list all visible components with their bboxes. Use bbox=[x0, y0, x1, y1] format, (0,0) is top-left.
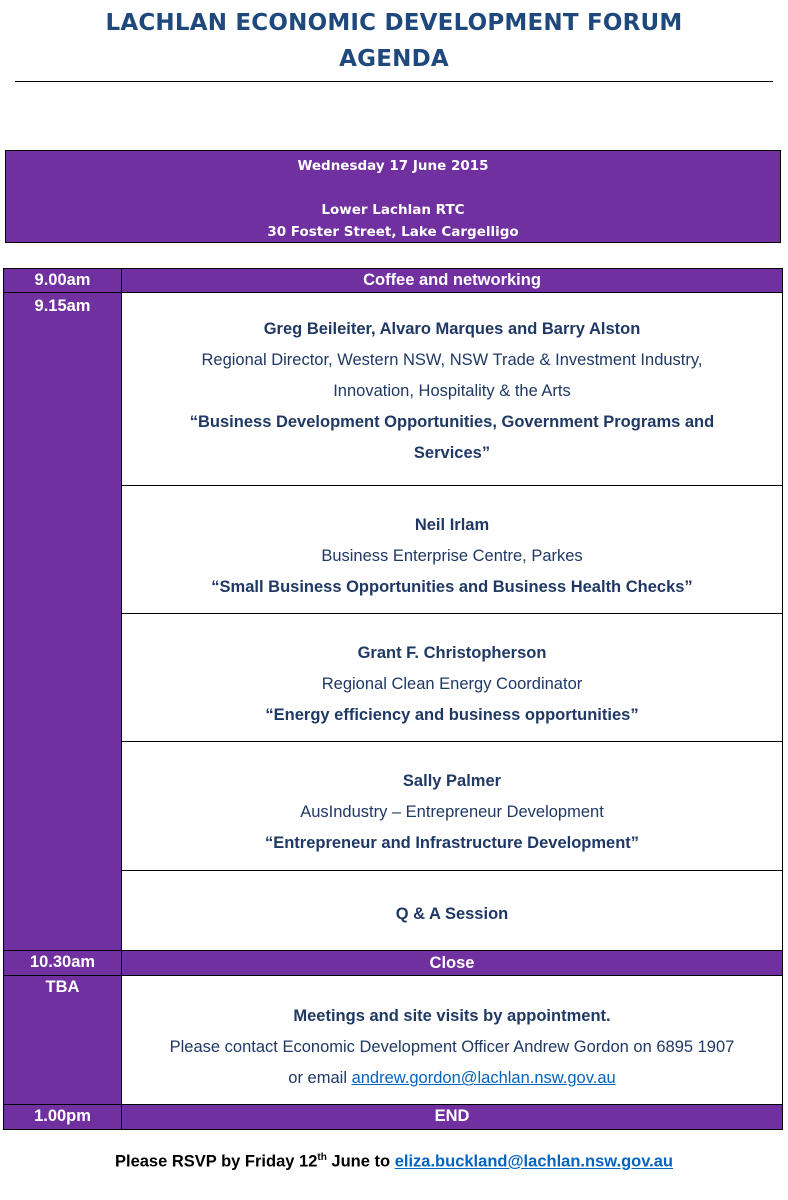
meetings-email-line bbox=[122, 1063, 782, 1094]
qa-label: Q & A Session bbox=[395, 905, 509, 923]
talk-2-role: Business Enterprise Centre, Parkes bbox=[321, 547, 583, 565]
event-date: Wednesday 17 June 2015 bbox=[297, 158, 489, 174]
page-title: LACHLAN ECONOMIC DEVELOPMENT FORUM bbox=[105, 10, 683, 36]
email-prefix: or email bbox=[288, 1069, 352, 1087]
venue-name: Lower Lachlan RTC bbox=[321, 202, 465, 218]
talk-2-speaker: Neil Irlam bbox=[414, 516, 490, 534]
talk-1-role-line1: Regional Director, Western NSW, NSW Trade & Investment Industry, bbox=[201, 351, 703, 369]
talk-1-role-line2: Innovation, Hospitality & the Arts bbox=[333, 382, 571, 400]
agenda-row-close bbox=[4, 951, 782, 976]
talk-4 bbox=[122, 742, 782, 871]
talk-1-topic-line2: Services” bbox=[413, 444, 491, 462]
talk-4-topic: “Entrepreneur and Infrastructure Development” bbox=[264, 834, 640, 852]
talk-1-topic-line1: “Business Development Opportunities, Government Programs and bbox=[189, 413, 715, 431]
talks-time-cell: 9.15am bbox=[4, 293, 122, 950]
talks-block bbox=[4, 293, 782, 951]
rsvp-middle: June to bbox=[326, 1152, 395, 1171]
talk-1-speakers: Greg Beileiter, Alvaro Marques and Barry Alston bbox=[263, 320, 641, 338]
talk-1 bbox=[122, 293, 782, 486]
meetings-heading: Meetings and site visits by appointment. bbox=[293, 1007, 611, 1025]
title-divider bbox=[15, 81, 773, 82]
talk-4-speaker: Sally Palmer bbox=[402, 772, 502, 790]
talk-4-role: AusIndustry – Entrepreneur Development bbox=[300, 803, 604, 821]
page-subtitle: AGENDA bbox=[339, 46, 449, 72]
contact-email-link[interactable]: andrew.gordon@lachlan.nsw.gov.au bbox=[351, 1069, 616, 1087]
rsvp-superscript: th bbox=[317, 1152, 327, 1163]
time-cell: 9.00am bbox=[4, 269, 122, 292]
end-item: END bbox=[122, 1105, 782, 1129]
talk-3-role: Regional Clean Energy Coordinator bbox=[321, 675, 583, 693]
venue-address: 30 Foster Street, Lake Cargelligo bbox=[267, 224, 519, 240]
talk-3-speaker: Grant F. Christopherson bbox=[357, 644, 547, 662]
venue-box bbox=[5, 150, 781, 243]
meetings-contact: Please contact Economic Development Officer Andrew Gordon on 6895 1907 bbox=[169, 1038, 735, 1056]
agenda-row-meetings bbox=[4, 976, 782, 1105]
rsvp-line bbox=[0, 1152, 788, 1172]
time-cell: 10.30am bbox=[4, 951, 122, 975]
talk-3 bbox=[122, 614, 782, 742]
agenda-row-coffee bbox=[4, 269, 782, 293]
agenda-table bbox=[3, 268, 783, 1130]
agenda-row-end bbox=[4, 1105, 782, 1129]
meetings-cell bbox=[122, 976, 782, 1104]
coffee-item: Coffee and networking bbox=[122, 269, 782, 292]
talk-2 bbox=[122, 486, 782, 614]
time-cell: 1.00pm bbox=[4, 1105, 122, 1129]
close-item: Close bbox=[122, 951, 782, 975]
talk-3-topic: “Energy efficiency and business opportunities” bbox=[265, 706, 639, 724]
rsvp-prefix: Please RSVP by Friday 12 bbox=[114, 1152, 318, 1171]
talk-2-topic: “Small Business Opportunities and Business Health Checks” bbox=[211, 578, 693, 596]
qa-session bbox=[122, 871, 782, 950]
time-cell: TBA bbox=[4, 976, 122, 1104]
rsvp-email-link[interactable]: eliza.buckland@lachlan.nsw.gov.au bbox=[394, 1152, 674, 1171]
